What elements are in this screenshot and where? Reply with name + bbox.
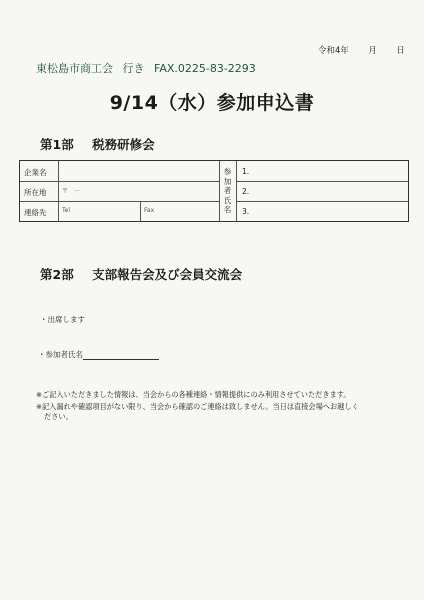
company-label: 企業名	[24, 168, 47, 177]
row-divider	[236, 181, 408, 182]
section2-name: 支部報告会及び会員交流会	[92, 267, 243, 282]
note-confirmation: ※記入漏れや確認項目がない限り、当会から確認のご連絡は致しません。当日は直接会場へお越しく	[36, 402, 359, 411]
date-month: 月	[368, 46, 377, 56]
date-era: 令和4年	[318, 46, 349, 56]
section2-title	[40, 265, 256, 283]
participant-label-char: 加	[223, 176, 232, 186]
company-name-field[interactable]	[59, 161, 219, 181]
page-title: 9/14（水）参加申込書	[109, 92, 315, 114]
section2-participant-label: ・参加者氏名	[38, 350, 83, 359]
section1-title	[40, 135, 169, 153]
participant-label-char: 名	[223, 205, 232, 214]
participant-name-label	[221, 167, 234, 215]
col-divider	[140, 201, 141, 221]
attend-text[interactable]: ・出席します	[40, 315, 85, 324]
row-divider	[20, 181, 219, 182]
date-line	[318, 44, 405, 56]
col-divider	[236, 161, 237, 221]
fax-number: FAX.0225-83-2293	[154, 62, 256, 75]
tel-field[interactable]: Tel	[62, 207, 71, 214]
section2-number: 第2部	[40, 267, 74, 282]
recipient-name: 東松島市商工会	[36, 62, 113, 75]
participant-label-char: 参	[223, 167, 232, 176]
contact-label: 連絡先	[24, 208, 47, 217]
participant-row-1[interactable]: 1.	[242, 167, 250, 176]
note-privacy: ※ご記入いただきました情報は、当会からの各種連絡・情報提供にのみ利用させていただきます。	[36, 390, 351, 399]
participant-label-char: 氏	[223, 195, 232, 205]
date-day: 日	[396, 46, 405, 56]
participant-name-underline-field[interactable]	[83, 350, 159, 360]
address-label: 所在地	[24, 188, 47, 197]
participant-row-3[interactable]: 3.	[242, 207, 250, 216]
col-divider	[219, 161, 220, 221]
participant-row-2[interactable]: 2.	[242, 187, 250, 196]
postal-code-mark[interactable]: 〒 －	[62, 188, 81, 195]
recipient-line	[36, 60, 262, 76]
recipient-suffix: 行き	[122, 62, 145, 75]
row-divider	[20, 201, 219, 202]
participant-label-char: 者	[223, 186, 232, 195]
section1-number: 第1部	[40, 137, 74, 152]
fax-field[interactable]: Fax	[144, 207, 155, 214]
section1-name: 税務研修会	[92, 137, 155, 152]
row-divider	[236, 201, 408, 202]
registration-form-table	[19, 160, 409, 222]
section2-participant-row	[38, 349, 159, 360]
note-confirmation-continued: ださい。	[44, 412, 73, 421]
